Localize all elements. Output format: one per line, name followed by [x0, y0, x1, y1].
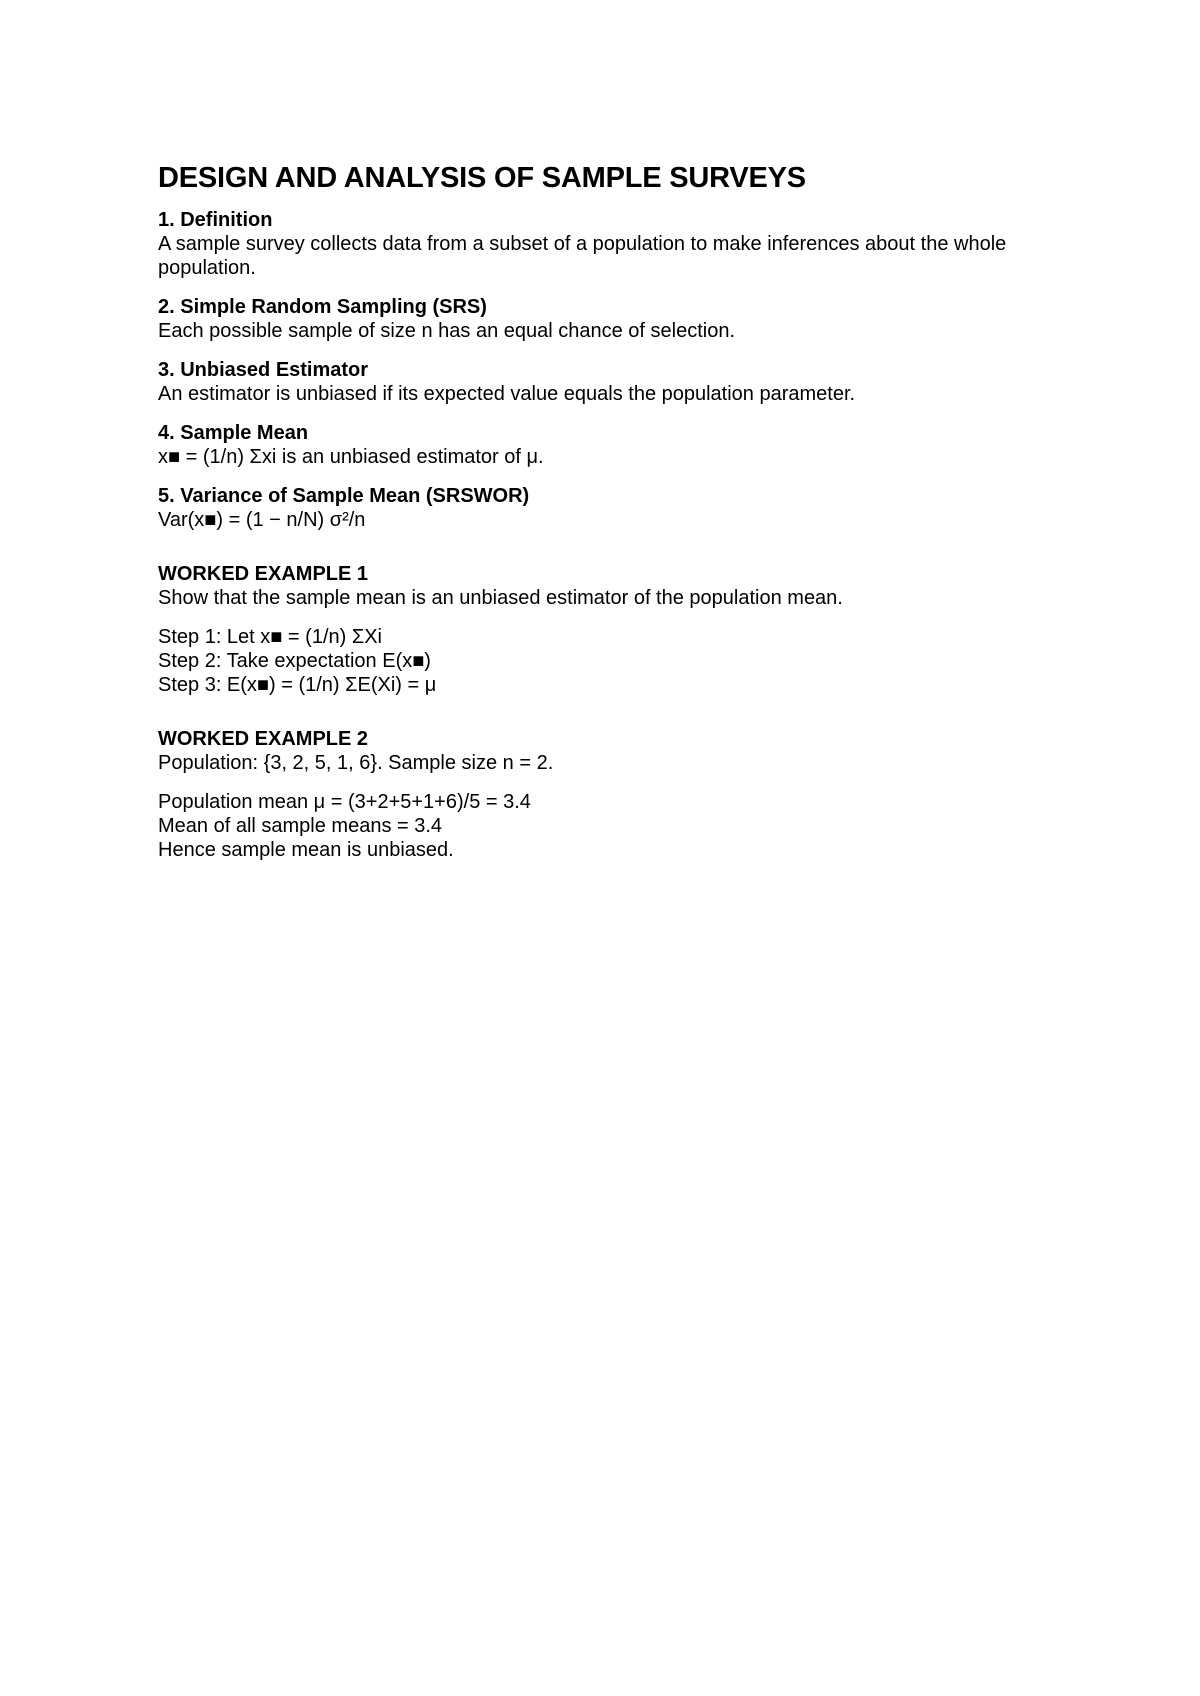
section-heading: 5. Variance of Sample Mean (SRSWOR): [158, 485, 530, 507]
result-line: Mean of all sample means = 3.4: [158, 815, 443, 837]
example-heading: WORKED EXAMPLE 1: [158, 563, 369, 585]
section-heading: 1. Definition: [158, 209, 273, 231]
section-heading: 4. Sample Mean: [158, 422, 309, 444]
section-simple-random-sampling: [158, 295, 1058, 343]
example-heading: WORKED EXAMPLE 2: [158, 728, 369, 750]
section-unbiased-estimator: [158, 358, 1058, 406]
step-line: Step 2: Take expectation E(x■): [158, 650, 431, 672]
example-2-lines: [158, 790, 1058, 862]
step-line: Step 3: E(x■) = (1/n) ΣE(Xi) = μ: [158, 674, 437, 696]
document-page: [158, 160, 1058, 877]
section-text: x■ = (1/n) Σxi is an unbiased estimator of μ.: [158, 446, 544, 468]
spacer: [158, 712, 1058, 727]
section-heading: 3. Unbiased Estimator: [158, 359, 369, 381]
example-prompt: Population: {3, 2, 5, 1, 6}. Sample size n = 2.: [158, 752, 554, 774]
section-text: Var(x■) = (1 − n/N) σ²/n: [158, 509, 366, 531]
section-definition: [158, 208, 1058, 280]
section-text: A sample survey collects data from a subset of a population to make inferences about the whole population.: [158, 233, 1007, 279]
document-title: DESIGN AND ANALYSIS OF SAMPLE SURVEYS: [158, 162, 806, 194]
spacer: [158, 547, 1058, 562]
example-1-steps: [158, 625, 1058, 697]
section-heading: 2. Simple Random Sampling (SRS): [158, 296, 487, 318]
section-sample-mean: [158, 421, 1058, 469]
worked-example-2: [158, 727, 1058, 775]
result-line: Hence sample mean is unbiased.: [158, 839, 454, 861]
worked-example-1: [158, 562, 1058, 610]
section-text: Each possible sample of size n has an equal chance of selection.: [158, 320, 736, 342]
section-text: An estimator is unbiased if its expected value equals the population parameter.: [158, 383, 856, 405]
result-line: Population mean μ = (3+2+5+1+6)/5 = 3.4: [158, 791, 531, 813]
example-prompt: Show that the sample mean is an unbiased estimator of the population mean.: [158, 587, 843, 609]
step-line: Step 1: Let x■ = (1/n) ΣXi: [158, 626, 382, 648]
section-variance-of-sample-mean: [158, 484, 1058, 532]
